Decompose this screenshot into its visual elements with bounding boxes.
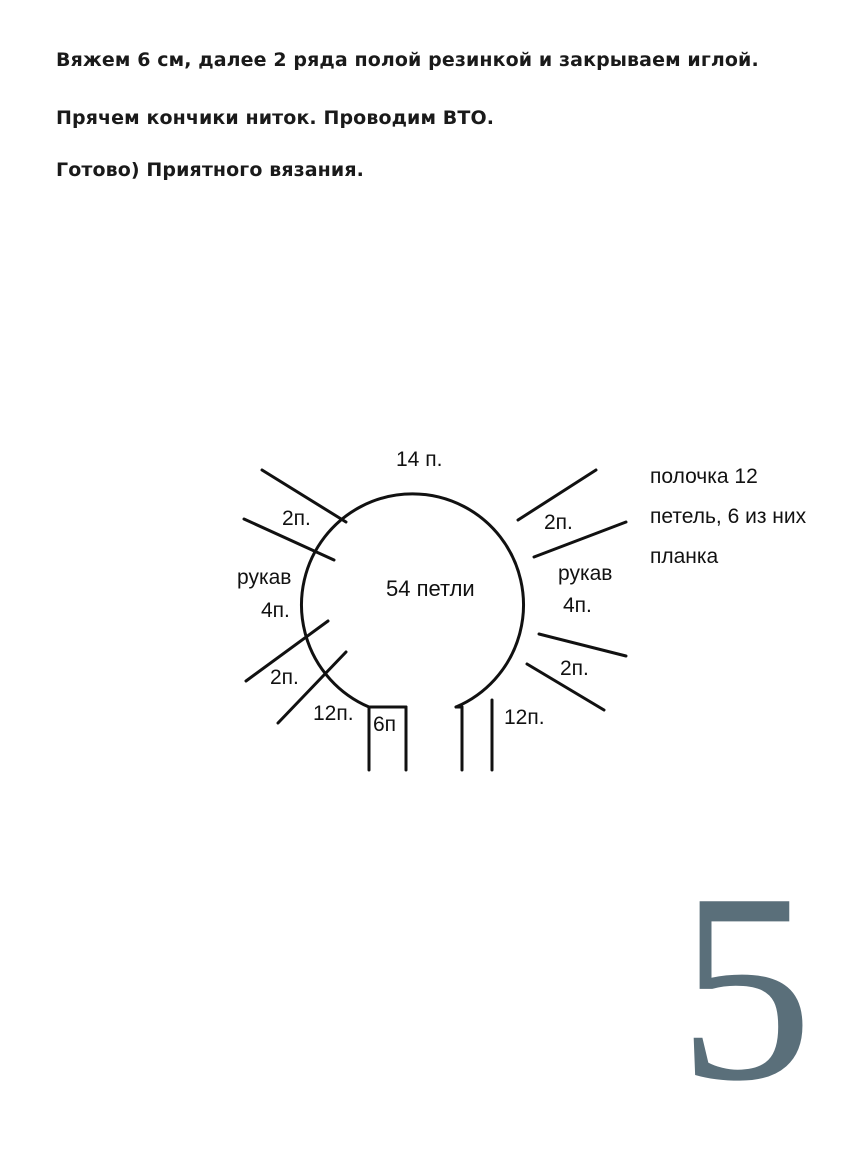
raglan-line-lower-right-1 xyxy=(539,634,626,656)
label-left-lower: 2п. xyxy=(270,666,299,689)
note-front-line-1: полочка 12 xyxy=(650,465,758,488)
label-placket: 6п xyxy=(373,713,397,736)
note-front-line-3: планка xyxy=(650,545,719,568)
paragraph-finishing: Прячем кончики ниток. Проводим ВТО. xyxy=(56,107,495,129)
label-right-upper: 2п. xyxy=(544,511,573,534)
label-left-sleeve-count: 4п. xyxy=(261,599,290,622)
label-right-sleeve-count: 4п. xyxy=(563,594,592,617)
label-center-total: 54 петли xyxy=(386,576,475,601)
paragraph-finish-knitting: Вяжем 6 см, далее 2 ряда полой резинкой и закрываем иглой. xyxy=(56,49,759,71)
label-left-upper: 2п. xyxy=(282,507,311,530)
paragraph-done: Готово) Приятного вязания. xyxy=(56,159,364,181)
label-right-lower: 2п. xyxy=(560,657,589,680)
note-front-line-2: петель, 6 из них xyxy=(650,505,807,528)
page-number: 5 xyxy=(678,838,813,1137)
label-left-sleeve: рукав xyxy=(237,566,292,589)
label-top-stitches: 14 п. xyxy=(396,448,443,471)
label-right-front: 12п. xyxy=(504,706,545,729)
label-right-sleeve: рукав xyxy=(558,562,613,585)
label-left-front: 12п. xyxy=(313,702,354,725)
